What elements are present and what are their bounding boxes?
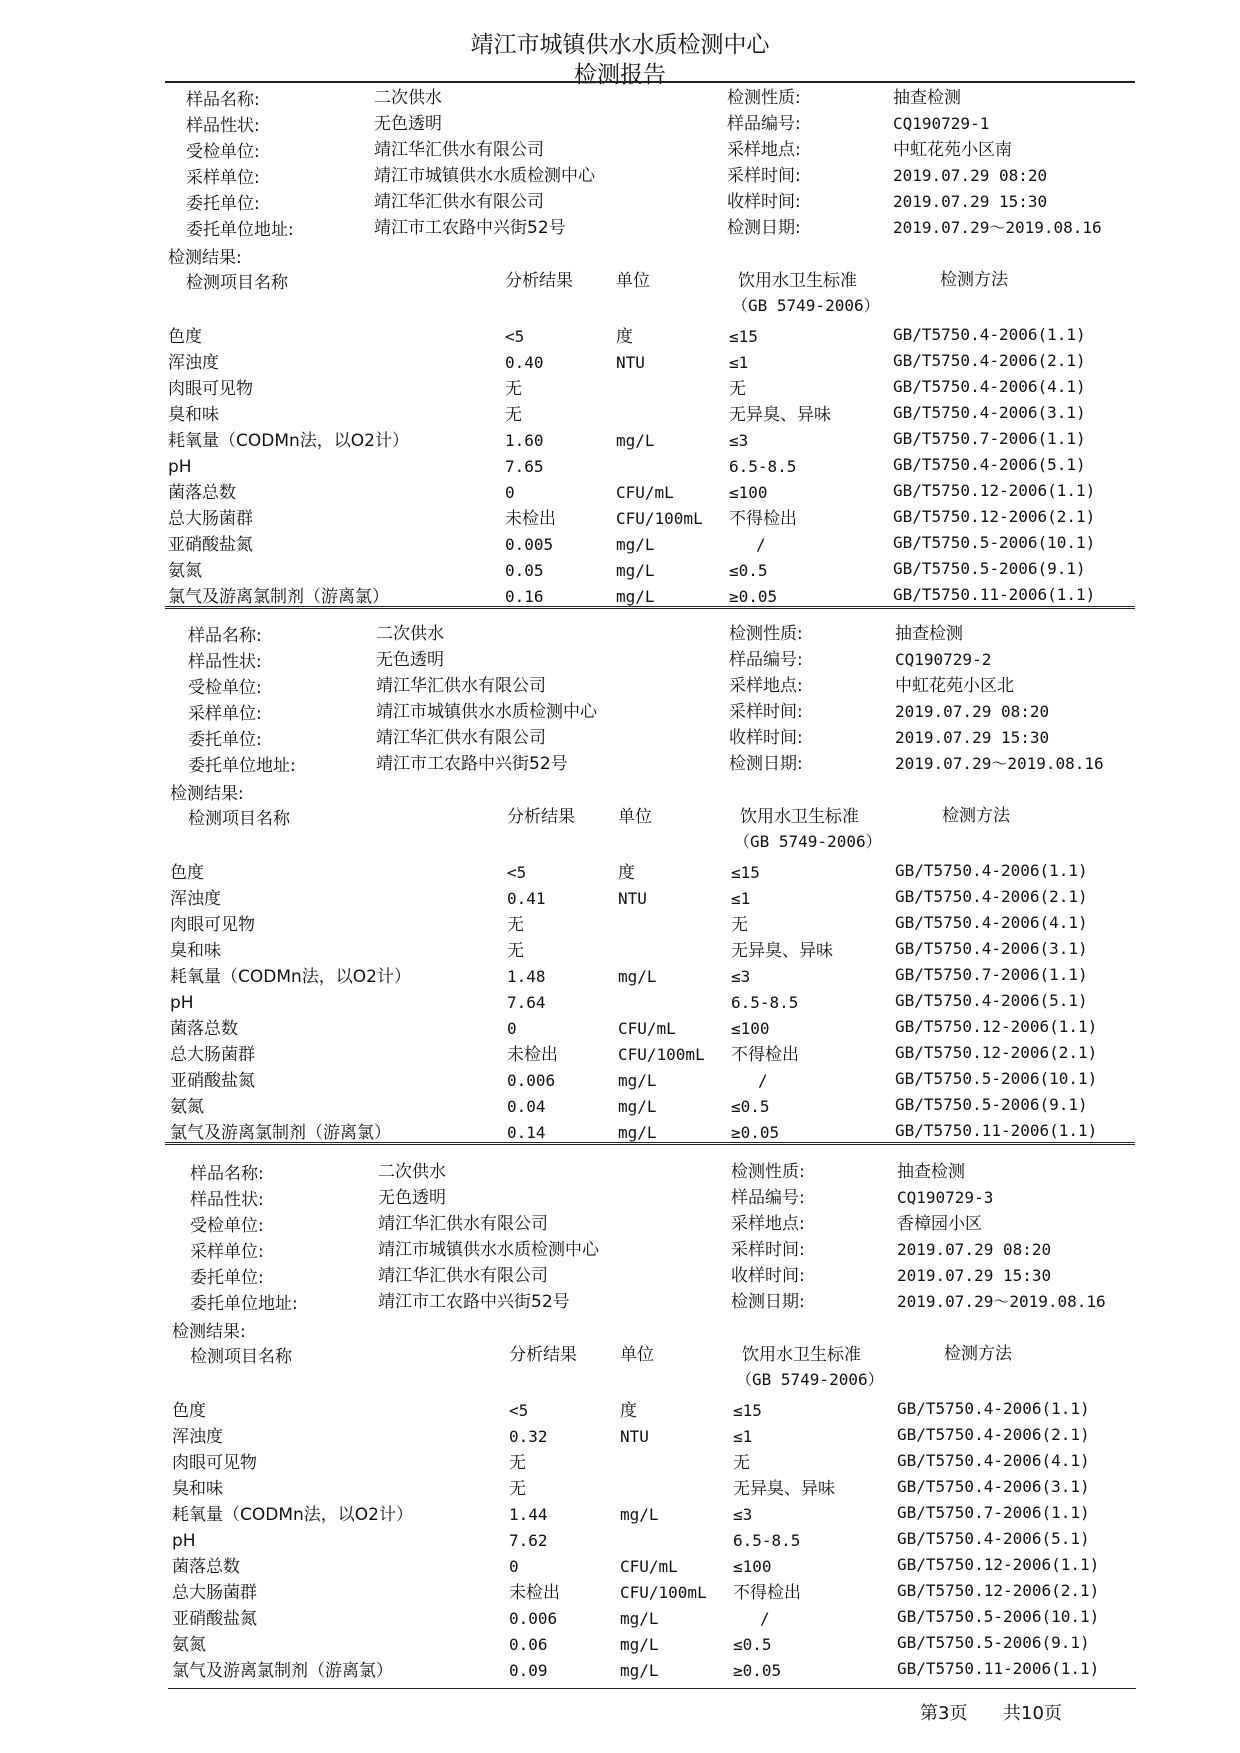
row-method: GB/T5750.5-2006(10.1) <box>897 1607 1100 1626</box>
row-standard: ≤15 <box>733 1401 762 1420</box>
value-sample-property: 无色透明 <box>376 650 444 670</box>
value-client-address: 靖江市工农路中兴街52号 <box>376 754 568 774</box>
value-sample-property: 无色透明 <box>374 114 442 134</box>
row-result: 0.14 <box>507 1123 546 1142</box>
row-standard: 不得检出 <box>731 1045 799 1065</box>
row-result: 0.41 <box>507 889 546 908</box>
row-standard: 不得检出 <box>729 509 797 529</box>
value-sampling-site: 香樟园小区 <box>897 1214 982 1234</box>
row-unit: CFU/mL <box>620 1557 678 1576</box>
row-method: GB/T5750.4-2006(2.1) <box>895 887 1088 906</box>
row-method: GB/T5750.12-2006(1.1) <box>895 1017 1098 1036</box>
label-inspected-unit: 受检单位: <box>190 1216 264 1236</box>
row-item-name: 氨氮 <box>168 561 202 581</box>
row-standard: ≤1 <box>731 889 751 908</box>
row-standard: ≥0.05 <box>731 1123 780 1142</box>
label-test-date: 检测日期: <box>731 1292 805 1312</box>
col-header-standard-sub: （GB 5749-2006） <box>734 832 882 851</box>
row-item-name: 氯气及游离氯制剂（游离氯） <box>170 1123 391 1143</box>
row-method: GB/T5750.7-2006(1.1) <box>893 429 1086 448</box>
row-result: 1.48 <box>507 967 546 986</box>
page-number: 第3页 <box>920 1703 968 1724</box>
row-result: 1.60 <box>505 431 544 450</box>
row-method: GB/T5750.7-2006(1.1) <box>897 1503 1090 1522</box>
row-standard: 不得检出 <box>733 1583 801 1603</box>
row-unit: mg/L <box>620 1661 659 1680</box>
row-method: GB/T5750.4-2006(4.1) <box>897 1451 1090 1470</box>
label-sample-no: 样品编号: <box>727 114 801 134</box>
row-result: 0.40 <box>505 353 544 372</box>
col-header-item: 检测项目名称 <box>186 273 288 293</box>
row-unit: mg/L <box>620 1505 659 1524</box>
row-item-name: 臭和味 <box>172 1479 223 1499</box>
value-sampling-unit: 靖江市城镇供水水质检测中心 <box>374 166 595 186</box>
col-header-method: 检测方法 <box>940 270 1008 290</box>
row-result: 0.16 <box>505 587 544 606</box>
label-sample-name: 样品名称: <box>190 1164 264 1184</box>
row-unit: mg/L <box>618 967 657 986</box>
sample-block <box>0 1160 1240 1690</box>
col-header-result: 分析结果 <box>505 271 573 291</box>
value-receive-time: 2019.07.29 15:30 <box>897 1266 1052 1285</box>
sample-block <box>0 622 1240 1152</box>
row-item-name: 总大肠菌群 <box>168 509 253 529</box>
row-standard: ≤15 <box>729 327 758 346</box>
row-result: <5 <box>509 1401 529 1420</box>
value-sampling-site: 中虹花苑小区北 <box>895 676 1014 696</box>
row-standard: 6.5-8.5 <box>733 1531 801 1550</box>
row-standard: ≤3 <box>729 431 749 450</box>
label-sampling-time: 采样时间: <box>729 702 803 722</box>
page-total: 共10页 <box>1003 1703 1062 1724</box>
row-method: GB/T5750.4-2006(1.1) <box>897 1399 1090 1418</box>
label-client-unit: 委托单位: <box>190 1268 264 1288</box>
row-standard: ≤0.5 <box>733 1635 772 1654</box>
org-title: 靖江市城镇供水水质检测中心 <box>470 32 770 58</box>
row-unit: 度 <box>616 327 633 347</box>
value-sampling-time: 2019.07.29 08:20 <box>895 702 1050 721</box>
row-standard: ≤100 <box>729 483 768 502</box>
row-method: GB/T5750.12-2006(2.1) <box>893 507 1096 526</box>
row-unit: CFU/100mL <box>618 1045 705 1064</box>
row-standard: ≤100 <box>733 1557 772 1576</box>
row-result: 无 <box>507 941 524 961</box>
row-method: GB/T5750.12-2006(1.1) <box>897 1555 1100 1574</box>
row-item-name: 耗氧量（CODMn法，以O2计） <box>168 431 409 451</box>
row-method: GB/T5750.12-2006(2.1) <box>897 1581 1100 1600</box>
label-sampling-site: 采样地点: <box>729 676 803 696</box>
value-sampling-unit: 靖江市城镇供水水质检测中心 <box>378 1240 599 1260</box>
row-unit: mg/L <box>620 1609 659 1628</box>
row-item-name: 总大肠菌群 <box>172 1583 257 1603</box>
row-item-name: 浑浊度 <box>170 889 221 909</box>
report-title: 检测报告 <box>574 62 666 88</box>
row-standard: 无异臭、异味 <box>733 1479 835 1499</box>
label-receive-time: 收样时间: <box>729 728 803 748</box>
row-item-name: 亚硝酸盐氮 <box>172 1609 257 1629</box>
label-sampling-time: 采样时间: <box>727 166 801 186</box>
row-method: GB/T5750.11-2006(1.1) <box>893 585 1096 604</box>
value-sample-no: CQ190729-3 <box>897 1188 994 1207</box>
row-result: <5 <box>507 863 527 882</box>
row-unit: CFU/mL <box>616 483 674 502</box>
value-test-date: 2019.07.29～2019.08.16 <box>893 218 1102 237</box>
row-method: GB/T5750.4-2006(3.1) <box>895 939 1088 958</box>
col-header-unit: 单位 <box>620 1345 654 1365</box>
row-unit: mg/L <box>616 431 655 450</box>
row-item-name: 色度 <box>172 1401 206 1421</box>
row-unit: mg/L <box>616 561 655 580</box>
row-method: GB/T5750.11-2006(1.1) <box>897 1659 1100 1678</box>
row-item-name: 耗氧量（CODMn法，以O2计） <box>172 1505 413 1525</box>
col-header-method: 检测方法 <box>944 1344 1012 1364</box>
row-unit: mg/L <box>618 1097 657 1116</box>
value-client-unit: 靖江华汇供水有限公司 <box>374 192 544 212</box>
label-test-date: 检测日期: <box>729 754 803 774</box>
value-inspected-unit: 靖江华汇供水有限公司 <box>376 676 546 696</box>
label-test-nature: 检测性质: <box>729 624 803 644</box>
row-result: 0.006 <box>509 1609 558 1628</box>
col-header-result: 分析结果 <box>509 1345 577 1365</box>
value-test-nature: 抽查检测 <box>897 1162 965 1182</box>
row-standard: 无 <box>733 1453 750 1473</box>
row-result: 无 <box>509 1479 526 1499</box>
row-result: 0.006 <box>507 1071 556 1090</box>
value-client-address: 靖江市工农路中兴街52号 <box>378 1292 570 1312</box>
row-standard: 无异臭、异味 <box>731 941 833 961</box>
row-standard: 无 <box>731 915 748 935</box>
value-sample-name: 二次供水 <box>376 624 444 644</box>
value-sample-name: 二次供水 <box>378 1162 446 1182</box>
sample-block <box>0 86 1240 616</box>
row-standard: ≥0.05 <box>733 1661 782 1680</box>
value-sampling-site: 中虹花苑小区南 <box>893 140 1012 160</box>
row-result: <5 <box>505 327 525 346</box>
row-item-name: 浑浊度 <box>172 1427 223 1447</box>
label-receive-time: 收样时间: <box>731 1266 805 1286</box>
row-item-name: 菌落总数 <box>170 1019 238 1039</box>
row-result: 0.06 <box>509 1635 548 1654</box>
value-client-unit: 靖江华汇供水有限公司 <box>378 1266 548 1286</box>
row-method: GB/T5750.4-2006(4.1) <box>893 377 1086 396</box>
label-receive-time: 收样时间: <box>727 192 801 212</box>
label-sampling-unit: 采样单位: <box>188 704 262 724</box>
row-method: GB/T5750.12-2006(2.1) <box>895 1043 1098 1062</box>
row-result: 0.05 <box>505 561 544 580</box>
row-standard: ≤0.5 <box>731 1097 770 1116</box>
row-method: GB/T5750.4-2006(5.1) <box>897 1529 1090 1548</box>
row-result: 7.64 <box>507 993 546 1012</box>
row-method: GB/T5750.5-2006(9.1) <box>893 559 1086 578</box>
value-sample-no: CQ190729-2 <box>895 650 992 669</box>
row-result: 无 <box>509 1453 526 1473</box>
results-heading: 检测结果: <box>168 248 242 268</box>
row-unit: CFU/100mL <box>620 1583 707 1602</box>
value-sampling-unit: 靖江市城镇供水水质检测中心 <box>376 702 597 722</box>
row-method: GB/T5750.5-2006(10.1) <box>895 1069 1098 1088</box>
value-test-date: 2019.07.29～2019.08.16 <box>897 1292 1106 1311</box>
row-method: GB/T5750.4-2006(5.1) <box>893 455 1086 474</box>
row-method: GB/T5750.5-2006(10.1) <box>893 533 1096 552</box>
row-unit: mg/L <box>616 587 655 606</box>
row-standard: ≤3 <box>733 1505 753 1524</box>
label-client-address: 委托单位地址: <box>190 1294 298 1314</box>
row-result: 7.62 <box>509 1531 548 1550</box>
value-inspected-unit: 靖江华汇供水有限公司 <box>374 140 544 160</box>
label-sample-name: 样品名称: <box>188 626 262 646</box>
row-method: GB/T5750.4-2006(2.1) <box>897 1425 1090 1444</box>
col-header-item: 检测项目名称 <box>190 1347 292 1367</box>
label-sample-no: 样品编号: <box>729 650 803 670</box>
label-inspected-unit: 受检单位: <box>186 142 260 162</box>
col-header-unit: 单位 <box>618 807 652 827</box>
value-sample-name: 二次供水 <box>374 88 442 108</box>
row-method: GB/T5750.7-2006(1.1) <box>895 965 1088 984</box>
row-unit: 度 <box>620 1401 637 1421</box>
row-method: GB/T5750.4-2006(4.1) <box>895 913 1088 932</box>
label-test-nature: 检测性质: <box>731 1162 805 1182</box>
row-item-name: 总大肠菌群 <box>170 1045 255 1065</box>
row-method: GB/T5750.5-2006(9.1) <box>895 1095 1088 1114</box>
block-separator <box>165 1142 1135 1147</box>
row-item-name: 菌落总数 <box>168 483 236 503</box>
value-sample-no: CQ190729-1 <box>893 114 990 133</box>
label-sampling-unit: 采样单位: <box>186 168 260 188</box>
row-method: GB/T5750.4-2006(3.1) <box>893 403 1086 422</box>
value-sampling-time: 2019.07.29 08:20 <box>897 1240 1052 1259</box>
row-result: 0.04 <box>507 1097 546 1116</box>
row-result: 0.32 <box>509 1427 548 1446</box>
row-item-name: 氯气及游离氯制剂（游离氯） <box>168 587 389 607</box>
value-test-nature: 抽查检测 <box>895 624 963 644</box>
row-result: 0.09 <box>509 1661 548 1680</box>
row-method: GB/T5750.11-2006(1.1) <box>895 1121 1098 1140</box>
label-sample-property: 样品性状: <box>186 116 260 136</box>
row-standard: ≥0.05 <box>729 587 778 606</box>
row-method: GB/T5750.12-2006(1.1) <box>893 481 1096 500</box>
label-client-address: 委托单位地址: <box>186 220 294 240</box>
row-item-name: 亚硝酸盐氮 <box>168 535 253 555</box>
col-header-standard-sub: （GB 5749-2006） <box>732 296 880 315</box>
value-client-address: 靖江市工农路中兴街52号 <box>374 218 566 238</box>
label-sample-no: 样品编号: <box>731 1188 805 1208</box>
row-result: 无 <box>505 379 522 399</box>
row-method: GB/T5750.5-2006(9.1) <box>897 1633 1090 1652</box>
row-item-name: 臭和味 <box>170 941 221 961</box>
row-result: 未检出 <box>507 1045 558 1065</box>
row-standard: 无异臭、异味 <box>729 405 831 425</box>
row-result: 无 <box>507 915 524 935</box>
row-standard: 6.5-8.5 <box>731 993 799 1012</box>
row-method: GB/T5750.4-2006(5.1) <box>895 991 1088 1010</box>
row-unit: NTU <box>620 1427 649 1446</box>
row-result: 0 <box>507 1019 517 1038</box>
row-standard: / <box>760 1609 770 1628</box>
row-standard: ≤1 <box>729 353 749 372</box>
row-unit: mg/L <box>618 1071 657 1090</box>
row-item-name: 氨氮 <box>172 1635 206 1655</box>
row-item-name: 肉眼可见物 <box>170 915 255 935</box>
row-unit: 度 <box>618 863 635 883</box>
row-item-name: 肉眼可见物 <box>168 379 253 399</box>
row-item-name: 浑浊度 <box>168 353 219 373</box>
row-unit: CFU/mL <box>618 1019 676 1038</box>
col-header-method: 检测方法 <box>942 806 1010 826</box>
value-receive-time: 2019.07.29 15:30 <box>893 192 1048 211</box>
label-test-date: 检测日期: <box>727 218 801 238</box>
col-header-item: 检测项目名称 <box>188 809 290 829</box>
row-item-name: 色度 <box>170 863 204 883</box>
col-header-standard: 饮用水卫生标准 <box>738 271 857 291</box>
col-header-standard: 饮用水卫生标准 <box>742 1345 861 1365</box>
row-result: 未检出 <box>505 509 556 529</box>
label-test-nature: 检测性质: <box>727 88 801 108</box>
row-unit: mg/L <box>616 535 655 554</box>
row-result: 1.44 <box>509 1505 548 1524</box>
row-unit: NTU <box>616 353 645 372</box>
value-client-unit: 靖江华汇供水有限公司 <box>376 728 546 748</box>
row-standard: 无 <box>729 379 746 399</box>
label-inspected-unit: 受检单位: <box>188 678 262 698</box>
results-heading: 检测结果: <box>172 1322 246 1342</box>
row-result: 0 <box>505 483 515 502</box>
label-sampling-unit: 采样单位: <box>190 1242 264 1262</box>
value-sampling-time: 2019.07.29 08:20 <box>893 166 1048 185</box>
label-sample-name: 样品名称: <box>186 90 260 110</box>
row-item-name: pH <box>172 1531 196 1551</box>
row-unit: mg/L <box>620 1635 659 1654</box>
row-item-name: 亚硝酸盐氮 <box>170 1071 255 1091</box>
row-result: 0 <box>509 1557 519 1576</box>
block-separator <box>165 606 1135 611</box>
col-header-standard-sub: （GB 5749-2006） <box>736 1370 884 1389</box>
row-result: 未检出 <box>509 1583 560 1603</box>
label-sample-property: 样品性状: <box>190 1190 264 1210</box>
value-sample-property: 无色透明 <box>378 1188 446 1208</box>
col-header-result: 分析结果 <box>507 807 575 827</box>
row-method: GB/T5750.4-2006(1.1) <box>893 325 1086 344</box>
value-receive-time: 2019.07.29 15:30 <box>895 728 1050 747</box>
row-standard: 6.5-8.5 <box>729 457 797 476</box>
value-inspected-unit: 靖江华汇供水有限公司 <box>378 1214 548 1234</box>
label-client-unit: 委托单位: <box>186 194 260 214</box>
label-sample-property: 样品性状: <box>188 652 262 672</box>
value-test-nature: 抽查检测 <box>893 88 961 108</box>
row-standard: ≤1 <box>733 1427 753 1446</box>
label-client-address: 委托单位地址: <box>188 756 296 776</box>
row-standard: ≤3 <box>731 967 751 986</box>
label-sampling-site: 采样地点: <box>727 140 801 160</box>
row-unit: mg/L <box>618 1123 657 1142</box>
row-item-name: pH <box>170 993 194 1013</box>
row-item-name: 臭和味 <box>168 405 219 425</box>
label-sampling-site: 采样地点: <box>731 1214 805 1234</box>
row-unit: NTU <box>618 889 647 908</box>
row-result: 0.005 <box>505 535 554 554</box>
row-standard: ≤0.5 <box>729 561 768 580</box>
row-item-name: 色度 <box>168 327 202 347</box>
row-item-name: 氨氮 <box>170 1097 204 1117</box>
col-header-standard: 饮用水卫生标准 <box>740 807 859 827</box>
col-header-unit: 单位 <box>616 271 650 291</box>
row-standard: / <box>756 535 766 554</box>
label-sampling-time: 采样时间: <box>731 1240 805 1260</box>
footer-rule <box>168 1688 1136 1689</box>
row-item-name: 肉眼可见物 <box>172 1453 257 1473</box>
row-method: GB/T5750.4-2006(2.1) <box>893 351 1086 370</box>
row-result: 无 <box>505 405 522 425</box>
results-heading: 检测结果: <box>170 784 244 804</box>
header-rule <box>165 81 1135 83</box>
row-item-name: 氯气及游离氯制剂（游离氯） <box>172 1661 393 1681</box>
row-item-name: pH <box>168 457 192 477</box>
row-standard: / <box>758 1071 768 1090</box>
label-client-unit: 委托单位: <box>188 730 262 750</box>
row-method: GB/T5750.4-2006(3.1) <box>897 1477 1090 1496</box>
row-item-name: 菌落总数 <box>172 1557 240 1577</box>
row-standard: ≤100 <box>731 1019 770 1038</box>
row-standard: ≤15 <box>731 863 760 882</box>
row-item-name: 耗氧量（CODMn法，以O2计） <box>170 967 411 987</box>
row-unit: CFU/100mL <box>616 509 703 528</box>
row-result: 7.65 <box>505 457 544 476</box>
row-method: GB/T5750.4-2006(1.1) <box>895 861 1088 880</box>
value-test-date: 2019.07.29～2019.08.16 <box>895 754 1104 773</box>
